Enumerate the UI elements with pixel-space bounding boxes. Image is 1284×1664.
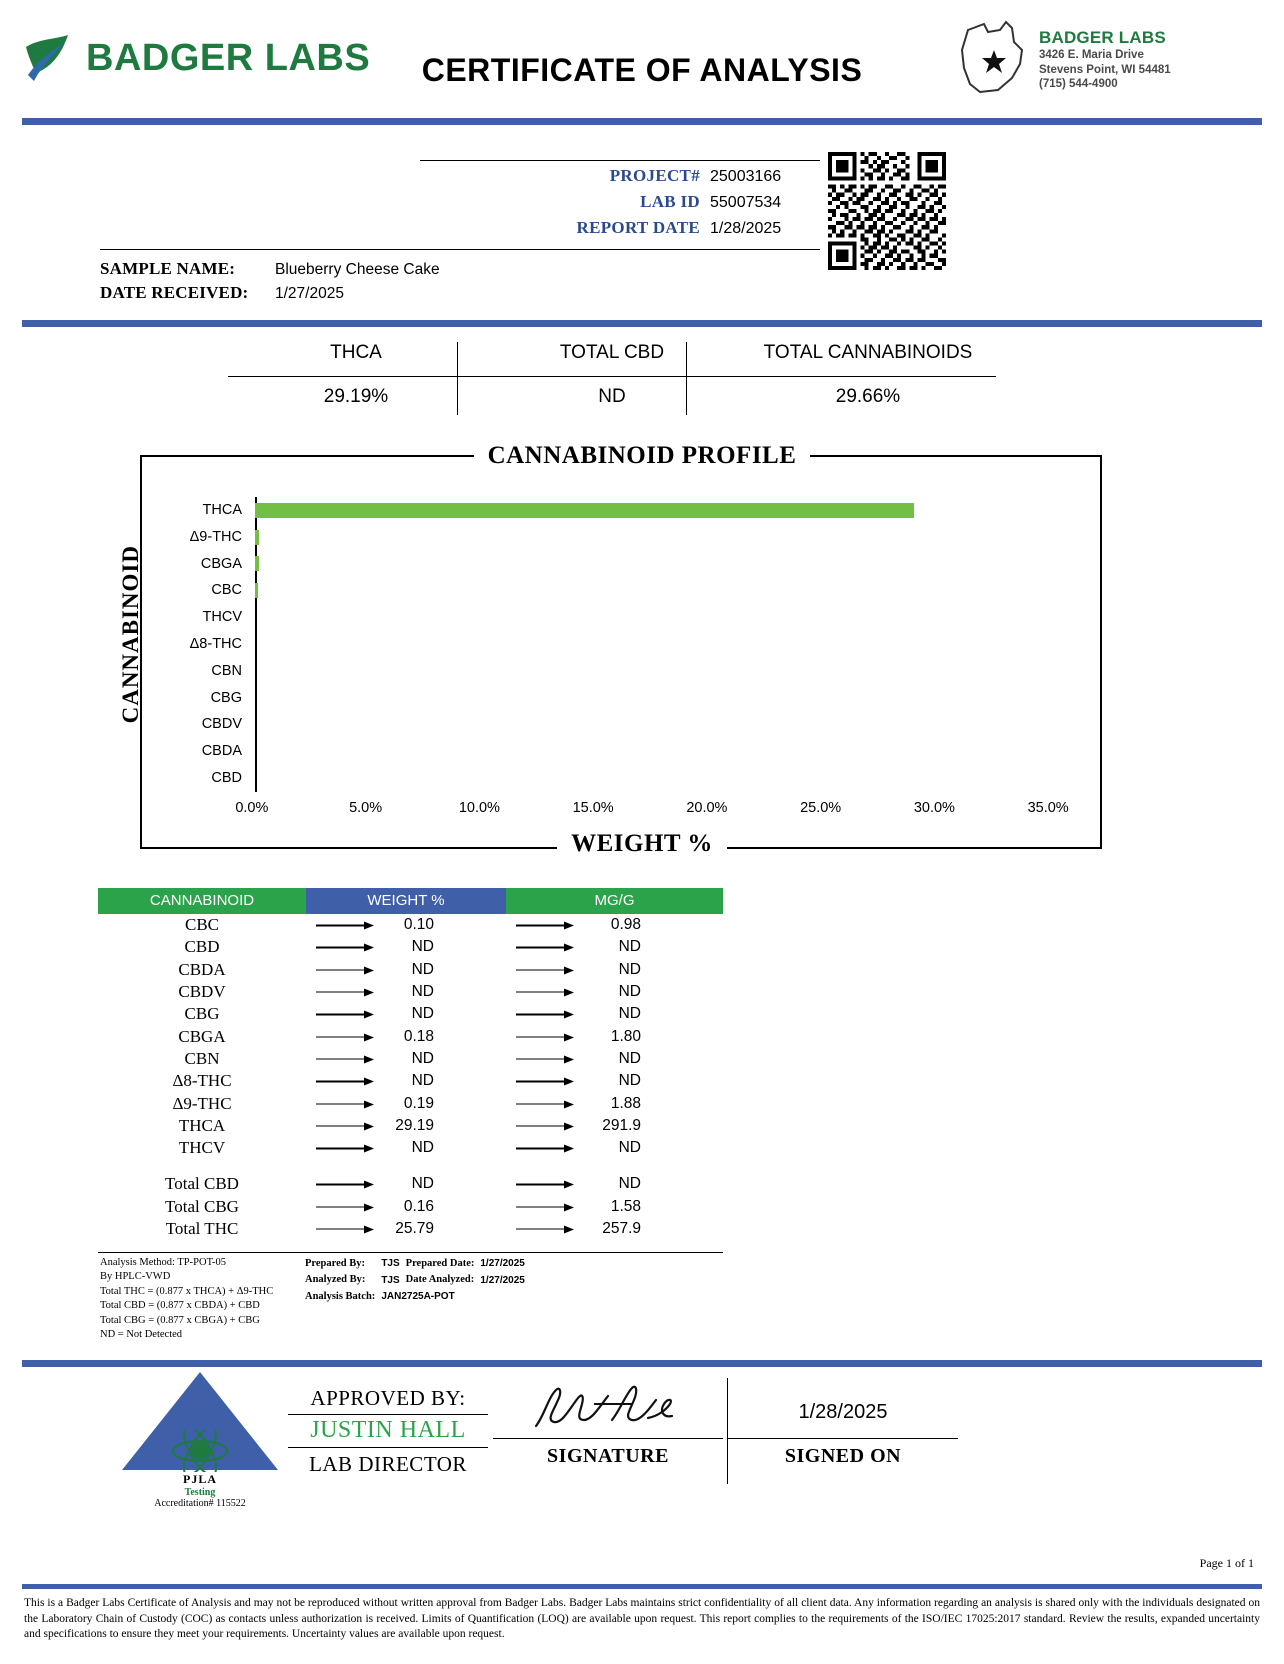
logo-wordmark: BADGER LABS: [86, 36, 371, 79]
chart-bar-row: [255, 497, 1045, 524]
table-cell-mgg: ND: [506, 961, 723, 979]
table-cell-mgg: 1.80: [506, 1028, 723, 1046]
pjla-number: Accreditation# 115522: [154, 1498, 246, 1509]
divider-top: [22, 118, 1262, 125]
table-row: [98, 1070, 723, 1092]
table-row: [98, 914, 723, 936]
chart-x-tick: 10.0%: [458, 800, 500, 816]
table-cell-mgg: ND: [506, 1050, 723, 1068]
chart-category-label: THCV: [202, 609, 242, 626]
arrow-icon: [316, 1122, 376, 1129]
meta-row-reportdate: [420, 218, 820, 238]
chart-bar-row: [255, 524, 1045, 551]
approved-divider-2: [288, 1447, 488, 1448]
table-cell-cannabinoid: Δ8-THC: [172, 1071, 232, 1091]
table-row: [98, 1092, 723, 1114]
chart-x-tick: 5.0%: [349, 800, 383, 816]
signed-on-divider: [728, 1438, 958, 1439]
arrow-icon: [516, 989, 576, 996]
arrow-icon: [316, 1181, 376, 1188]
project-value: 25003166: [710, 168, 782, 185]
table-cell-mgg: ND: [506, 1005, 723, 1023]
arrow-icon: [516, 1033, 576, 1040]
lab-address: [1039, 28, 1189, 92]
sample-rule: [100, 249, 820, 250]
disclaimer-text: This is a Badger Labs Certificate of Analysis and may not be reproduced without written approval from Badger Labs. Badger Labs maintains strict confidentiality of all client data. Any information regarding an analysis is shared only with the individuals designated on the Laboratory Chain of Custody (COC) as contacts unless authorization is received. Limits of Quantification (LOQ) are available upon request. This report complies to the requirements of the ISO/IEC 17025:2017 standard. Review the results, expanded uncertainty and specifications to ensure they meet your requirements. Uncertainty values are available upon request.: [24, 1597, 1260, 1641]
summary-header-total-cbd: TOTAL CBD: [559, 342, 665, 363]
chart-bar: [255, 556, 259, 571]
table-cell-mgg: ND: [506, 1175, 723, 1193]
prepared-by-value: TJS: [381, 1258, 400, 1270]
table-cell-weight: ND: [306, 983, 506, 1001]
chart-bar-row: [255, 551, 1045, 578]
table-cell-cannabinoid: Total CBG: [165, 1196, 239, 1216]
chart-plot-area: [255, 497, 1045, 792]
table-row: [98, 1048, 723, 1070]
arrow-icon: [316, 1078, 376, 1085]
table-cell-cannabinoid: CBC: [184, 915, 220, 935]
chart-bar: [255, 503, 914, 518]
chart-x-axis-label-wrap: [0, 830, 1284, 858]
table-cell-weight: ND: [306, 1050, 506, 1068]
table-cell-mgg: ND: [506, 938, 723, 956]
table-cell-cannabinoid: CBGA: [178, 1026, 226, 1046]
signature-image: [488, 1380, 728, 1438]
table-body: [98, 914, 723, 1159]
table-row: [98, 1025, 723, 1047]
table-row: [98, 1115, 723, 1137]
chart-category-label: CBGA: [200, 555, 242, 572]
chart-x-tick: 0.0%: [235, 800, 269, 816]
table-cell-mgg: 1.88: [506, 1095, 723, 1113]
meta-rule: [420, 160, 820, 161]
note-line: ND = Not Detected: [100, 1329, 183, 1341]
arrow-icon: [516, 1122, 576, 1129]
chart-category-label: CBG: [210, 689, 242, 706]
table-row: [98, 936, 723, 958]
table-cell-weight: ND: [306, 1175, 506, 1193]
prep-info: [305, 1256, 531, 1305]
chart-title: CANNABINOID PROFILE: [474, 442, 811, 469]
labid-label: LAB ID: [640, 192, 700, 211]
table-cell-weight: ND: [306, 1139, 506, 1157]
table-cell-mgg: 257.9: [506, 1220, 723, 1238]
analysis-batch-value: JAN2725A-POT: [381, 1290, 455, 1302]
table-cell-weight: 0.18: [306, 1028, 506, 1046]
arrow-icon: [516, 1226, 576, 1233]
sample-name-label: SAMPLE NAME:: [100, 259, 236, 278]
page-title: CERTIFICATE OF ANALYSIS: [421, 52, 863, 88]
note-line: By HPLC-VWD: [100, 1271, 171, 1283]
chart-x-tick: 30.0%: [913, 800, 955, 816]
signed-on-block: [728, 1380, 958, 1468]
table-row: [98, 1218, 723, 1240]
arrow-icon: [316, 1203, 376, 1210]
chart-bar: [255, 583, 258, 598]
summary-sep-2: [686, 342, 687, 415]
reportdate-value: 1/28/2025: [710, 220, 782, 237]
chart-category-labels: [150, 497, 250, 792]
approver-role: LAB DIRECTOR: [309, 1452, 467, 1476]
chart-bar-row: [255, 738, 1045, 765]
arrow-icon: [316, 1226, 376, 1233]
table-cell-weight: 25.79: [306, 1220, 506, 1238]
summary-divider: [228, 376, 996, 377]
meta-row-labid: [420, 192, 820, 212]
wisconsin-map-icon: [954, 20, 1034, 98]
table-totals: [98, 1173, 723, 1240]
chart-bar-row: [255, 577, 1045, 604]
table-cell-cannabinoid: Total THC: [165, 1219, 239, 1238]
table-cell-weight: 0.19: [306, 1095, 506, 1113]
approved-by-label: APPROVED BY:: [310, 1386, 466, 1410]
arrow-icon: [316, 1055, 376, 1062]
address-city: Stevens Point, WI 54481: [1039, 63, 1171, 76]
chart-y-axis-label: CANNABINOID: [118, 545, 143, 724]
table-cell-cannabinoid: CBG: [184, 1004, 220, 1024]
arrow-icon: [516, 966, 576, 973]
chart-category-label: CBD: [211, 769, 242, 786]
chart-category-label: CBN: [211, 662, 242, 679]
analyzed-date-label: Date Analyzed:: [405, 1274, 475, 1286]
table-cell-cannabinoid: CBDA: [178, 959, 226, 979]
table-cell-mgg: 1.58: [506, 1198, 723, 1216]
chart-x-tick: 35.0%: [1027, 800, 1069, 816]
address-phone: (715) 544-4900: [1039, 78, 1118, 91]
report-meta: [420, 160, 820, 238]
table-cell-cannabinoid: Total CBD: [165, 1174, 239, 1194]
table-row: [98, 1196, 723, 1218]
pjla-name: PJLA: [183, 1472, 217, 1486]
table-cell-weight: ND: [306, 938, 506, 956]
sample-info: [100, 255, 820, 303]
signed-on-date: 1/28/2025: [798, 1401, 888, 1423]
table-cell-mgg: ND: [506, 1139, 723, 1157]
table-cell-cannabinoid: CBN: [184, 1048, 220, 1068]
table-header-cannabinoid: CANNABINOID: [98, 888, 306, 914]
analysis-batch-label: Analysis Batch:: [305, 1290, 376, 1302]
summary-value-thca: 29.19%: [323, 386, 389, 407]
table-cell-weight: 0.16: [306, 1198, 506, 1216]
analysis-notes: [100, 1256, 273, 1343]
prepared-date-value: 1/27/2025: [480, 1258, 525, 1270]
date-received-row: [100, 283, 820, 303]
chart-bar-row: [255, 711, 1045, 738]
table-cell-mgg: ND: [506, 1072, 723, 1090]
summary-header-total-cannabinoids: TOTAL CANNABINOIDS: [763, 342, 973, 363]
chart-title-wrap: [0, 442, 1284, 470]
table-cell-weight: ND: [306, 1072, 506, 1090]
arrow-icon: [516, 1055, 576, 1062]
table-cell-weight: ND: [306, 961, 506, 979]
table-bottom-rule: [98, 1252, 723, 1253]
table-header-row: [98, 888, 723, 914]
arrow-icon: [516, 1100, 576, 1107]
labid-value: 55007534: [710, 194, 782, 211]
chart-category-label: CBDV: [201, 716, 242, 733]
table-cell-mgg: 0.98: [506, 916, 723, 934]
qr-code[interactable]: [827, 152, 947, 270]
address-street: 3426 E. Maria Drive: [1039, 49, 1144, 61]
pjla-type: Testing: [184, 1487, 216, 1498]
sample-name-row: [100, 259, 820, 279]
arrow-icon: [316, 1033, 376, 1040]
chart-x-tick: 25.0%: [800, 800, 842, 816]
chart-x-axis-ticks: [195, 800, 1105, 816]
note-line: Analysis Method: TP-POT-05: [100, 1257, 227, 1268]
approved-divider: [288, 1414, 488, 1415]
arrow-icon: [316, 966, 376, 973]
analyzed-by-value: TJS: [381, 1274, 400, 1286]
table-cell-weight: ND: [306, 1005, 506, 1023]
analyzed-by-label: Analyzed By:: [305, 1274, 366, 1286]
table-cell-cannabinoid: THCV: [178, 1138, 226, 1158]
chart-category-label: Δ8-THC: [189, 635, 242, 652]
project-label: PROJECT#: [609, 166, 700, 185]
table-row: [98, 1173, 723, 1195]
summary-table: [228, 342, 996, 408]
chart-x-axis-label: WEIGHT %: [557, 830, 727, 857]
prepared-date-label: Prepared Date:: [405, 1258, 475, 1269]
arrow-icon: [316, 1145, 376, 1152]
signature-block: [488, 1380, 728, 1468]
signature-divider: [493, 1438, 723, 1439]
chart-x-tick: 15.0%: [572, 800, 614, 816]
sample-name-value: Blueberry Cheese Cake: [275, 261, 440, 278]
chart-category-label: Δ9-THC: [189, 528, 242, 545]
analyzed-date-value: 1/27/2025: [480, 1274, 525, 1286]
arrow-icon: [516, 1145, 576, 1152]
arrow-icon: [516, 1203, 576, 1210]
chart-x-tick: 20.0%: [686, 800, 728, 816]
pjla-accreditation: [120, 1372, 280, 1509]
table-header-mgg: MG/G: [506, 888, 723, 914]
date-received-value: 1/27/2025: [275, 285, 344, 302]
table-cell-cannabinoid: CBD: [184, 937, 220, 957]
chart-bar-row: [255, 685, 1045, 712]
approved-by-block: [288, 1386, 488, 1477]
cannabinoid-results-table: [98, 888, 723, 1240]
table-row: [98, 959, 723, 981]
arrow-icon: [516, 944, 576, 951]
note-line: Total CBG = (0.877 x CBGA) + CBG: [100, 1314, 260, 1326]
table-row: [98, 981, 723, 1003]
divider-bottom: [22, 1360, 1262, 1367]
table-row: [98, 1137, 723, 1159]
table-header-weight: WEIGHT %: [306, 888, 506, 914]
reportdate-label: REPORT DATE: [576, 218, 700, 237]
arrow-icon: [516, 1011, 576, 1018]
summary-value-total-cannabinoids: 29.66%: [835, 386, 901, 407]
arrow-icon: [316, 944, 376, 951]
page-header: [0, 0, 1284, 118]
address-brand: BADGER LABS: [1039, 28, 1166, 47]
chart-bar-row: [255, 765, 1045, 792]
arrow-icon: [316, 1100, 376, 1107]
table-cell-weight: 0.10: [306, 916, 506, 934]
summary-header-thca: THCA: [330, 342, 382, 363]
date-received-label: DATE RECEIVED:: [100, 283, 249, 302]
table-cell-cannabinoid: THCA: [178, 1115, 226, 1135]
table-cell-cannabinoid: Δ9-THC: [172, 1093, 232, 1113]
summary-value-row: [228, 386, 996, 408]
arrow-icon: [316, 1011, 376, 1018]
table-cell-mgg: 291.9: [506, 1117, 723, 1135]
table-cell-mgg: ND: [506, 983, 723, 1001]
page-number: Page 1 of 1: [1199, 1556, 1254, 1570]
signed-on-label: SIGNED ON: [784, 1445, 902, 1467]
table-row: [98, 1003, 723, 1025]
meta-row-project: [420, 166, 820, 186]
note-line: Total CBD = (0.877 x CBDA) + CBD: [100, 1300, 260, 1312]
arrow-icon: [316, 989, 376, 996]
table-gap: [98, 1159, 723, 1173]
chart-bar: [255, 530, 259, 545]
arrow-icon: [516, 1181, 576, 1188]
approver-name: JUSTIN HALL: [310, 1417, 466, 1443]
chart-bar-row: [255, 631, 1045, 658]
pjla-logo-icon: [122, 1372, 278, 1470]
divider-middle: [22, 320, 1262, 327]
signature-label: SIGNATURE: [547, 1445, 669, 1467]
atom-icon: [171, 1430, 229, 1477]
chart-bar-row: [255, 658, 1045, 685]
arrow-icon: [516, 922, 576, 929]
table-cell-cannabinoid: CBDV: [178, 982, 226, 1002]
note-line: Total THC = (0.877 x THCA) + Δ9-THC: [100, 1285, 274, 1297]
prepared-by-label: Prepared By:: [305, 1258, 365, 1269]
arrow-icon: [516, 1078, 576, 1085]
chart-category-label: CBC: [211, 582, 242, 599]
chart-category-label: CBDA: [201, 743, 242, 760]
arrow-icon: [316, 922, 376, 929]
summary-value-total-cbd: ND: [598, 386, 626, 407]
summary-sep-1: [457, 342, 458, 415]
chart-category-label: THCA: [202, 502, 242, 518]
chart-bar-row: [255, 604, 1045, 631]
divider-footer: [22, 1584, 1262, 1589]
summary-header-row: [228, 342, 996, 373]
table-cell-weight: 29.19: [306, 1117, 506, 1135]
